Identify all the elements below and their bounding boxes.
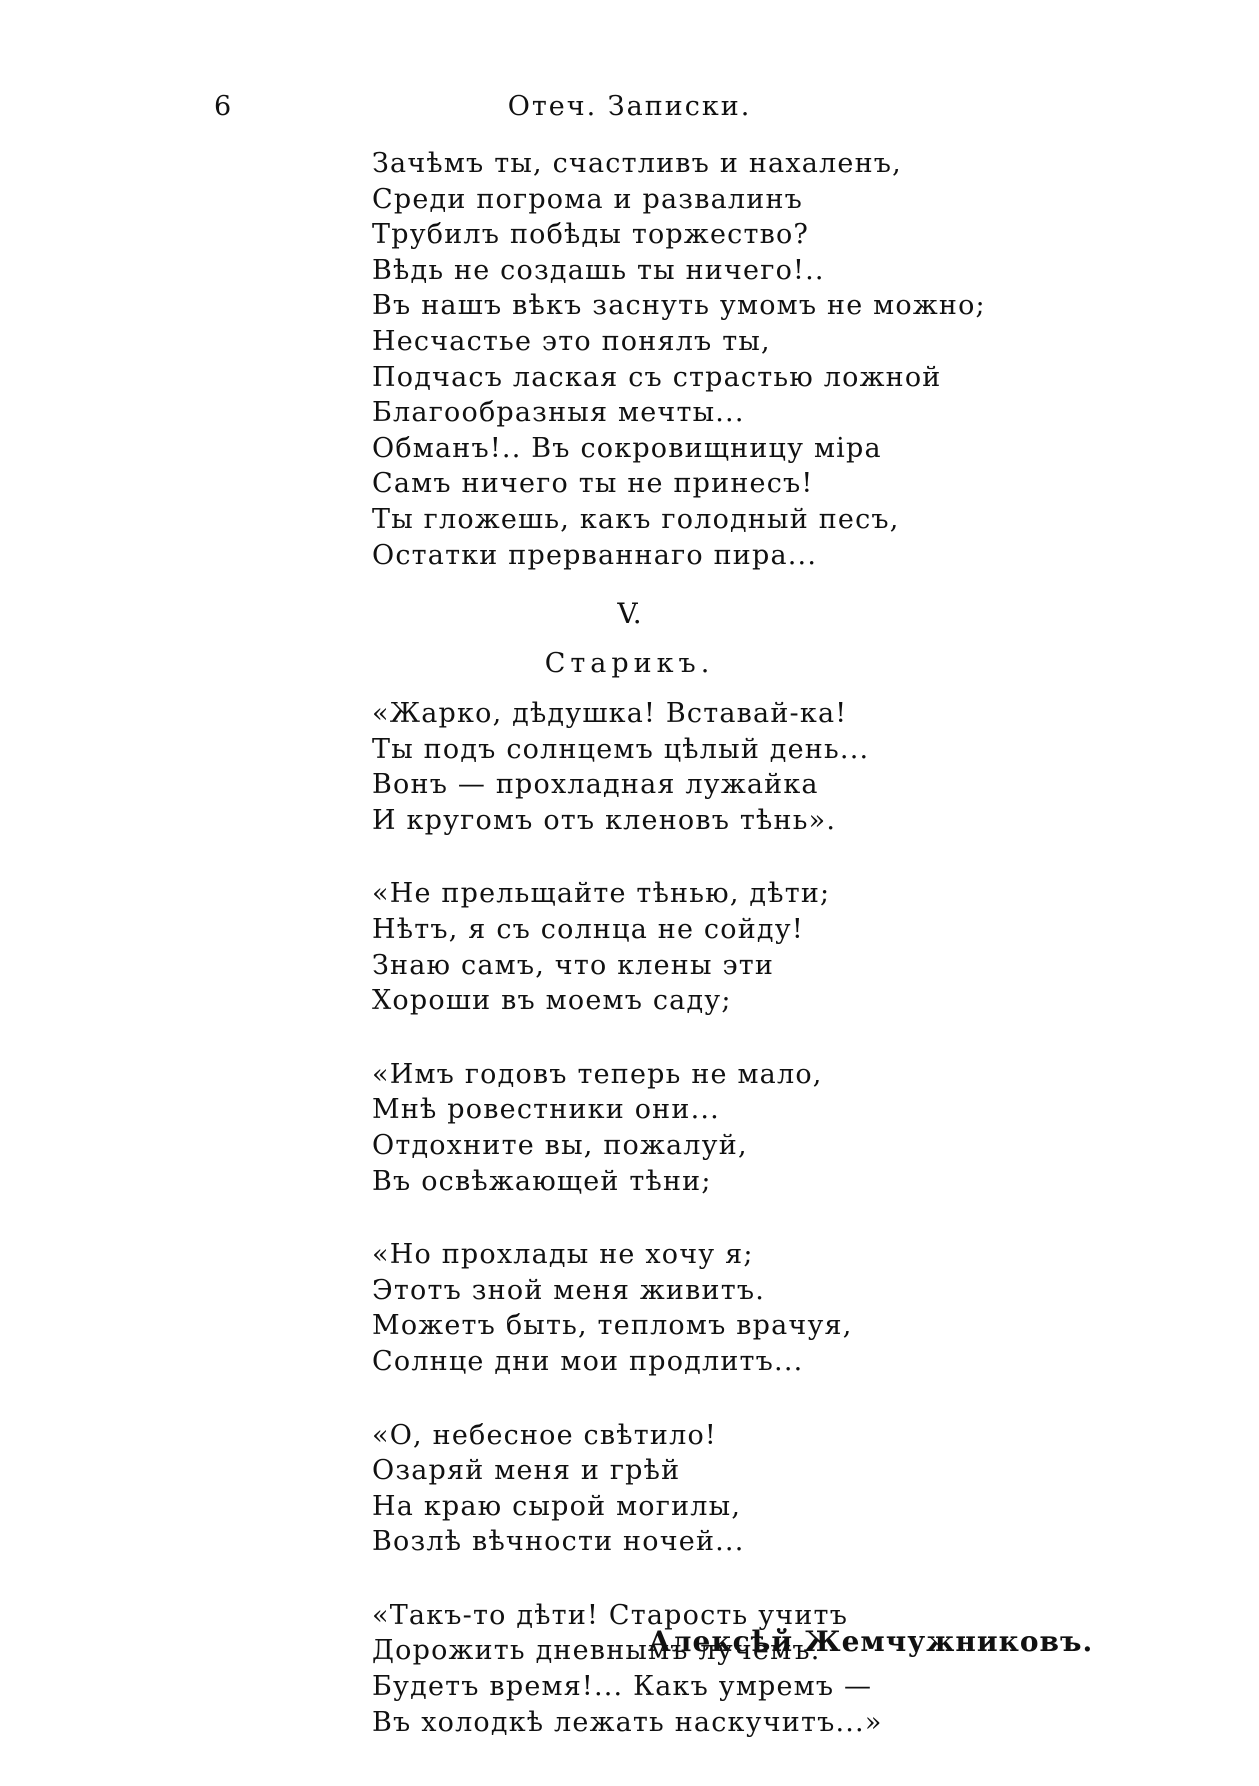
verse-line: Зачѣмъ ты, счастливъ и нахаленъ, <box>372 148 902 179</box>
verse-line: Солнце дни мои продлитъ... <box>372 1345 804 1377</box>
verse-line: Въ холодкѣ лежать наскучитъ...» <box>372 1706 883 1738</box>
section-title: Старикъ. <box>544 648 715 679</box>
section-number: V. <box>617 597 642 630</box>
verse-line: Будетъ время!... Какъ умремъ — <box>372 1671 873 1703</box>
verse-line: Вонъ — прохладная лужайка <box>372 769 819 801</box>
poem-end-stanza <box>372 146 986 573</box>
verse-line: Мнѣ ровестники они... <box>372 1094 720 1126</box>
verse-line: Можетъ быть, тепломъ врачуя, <box>372 1310 853 1342</box>
running-title: Отеч. Записки. <box>507 91 752 122</box>
verse-line: Ты подъ солнцемъ цѣлый день... <box>372 733 870 765</box>
verse-line: Возлѣ вѣчности ночей... <box>372 1526 745 1558</box>
verse-line: Озаряй меня и грѣй <box>372 1455 681 1487</box>
stanza <box>372 876 883 1018</box>
verse-line: «О, небесное свѣтило! <box>372 1419 717 1451</box>
verse-line: Несчастье это понялъ ты, <box>372 325 771 357</box>
verse-line: Остатки прерваннаго пира... <box>372 539 818 571</box>
verse-line: Нѣтъ, я съ солнца не сойду! <box>372 913 804 945</box>
verse-line: Среди погрома и развалинъ <box>372 183 804 215</box>
verse-line: Знаю самъ, что клены эти <box>372 949 775 981</box>
verse-line: «Но прохлады не хочу я; <box>372 1239 754 1271</box>
verse-line: Этотъ зной меня живитъ. <box>372 1274 766 1306</box>
verse-line: Въ освѣжающей тѣни; <box>372 1165 712 1197</box>
verse-line: «Не прельщайте тѣнью, дѣти; <box>372 878 831 910</box>
poem-starik <box>372 696 883 1740</box>
verse-line: Отдохните вы, пожалуй, <box>372 1129 748 1161</box>
stanza <box>372 696 883 838</box>
verse-line: Хороши въ моемъ саду; <box>372 985 732 1017</box>
stanza <box>372 1598 883 1740</box>
verse-line: Въ нашъ вѣкъ заснуть умомъ не можно; <box>372 290 986 322</box>
verse-line: На краю сырой могилы, <box>372 1490 742 1522</box>
verse-line: И кругомъ отъ кленовъ тѣнь». <box>372 804 837 836</box>
author-signature: Алексѣй Жемчужниковъ. <box>648 1625 1094 1658</box>
verse-line: Трубилъ побѣды торжество? <box>372 219 810 251</box>
stanza <box>372 1237 883 1379</box>
verse-line: Подчасъ лаская съ страстью ложной <box>372 361 942 393</box>
stanza <box>372 1057 883 1199</box>
verse-line: Самъ ничего ты не принесъ! <box>372 468 814 500</box>
verse-line: Дорожить дневнымъ лучемъ. <box>372 1635 821 1667</box>
verse-line: Ты гложешь, какъ голодный песъ, <box>372 503 900 535</box>
verse-line: Вѣдь не создашь ты ничего!.. <box>372 254 825 286</box>
verse-line: «Жарко, дѣдушка! Вставай-ка! <box>372 698 848 729</box>
verse-line: Обманъ!.. Въ сокровищницу міра <box>372 432 882 464</box>
stanza <box>372 1418 883 1560</box>
verse-line: Благообразныя мечты... <box>372 397 745 429</box>
verse-line: «Имъ годовъ теперь не мало, <box>372 1058 823 1090</box>
verse-line: «Такъ-то дѣти! Старость учитъ <box>372 1599 849 1631</box>
page-number: 6 <box>214 91 232 122</box>
